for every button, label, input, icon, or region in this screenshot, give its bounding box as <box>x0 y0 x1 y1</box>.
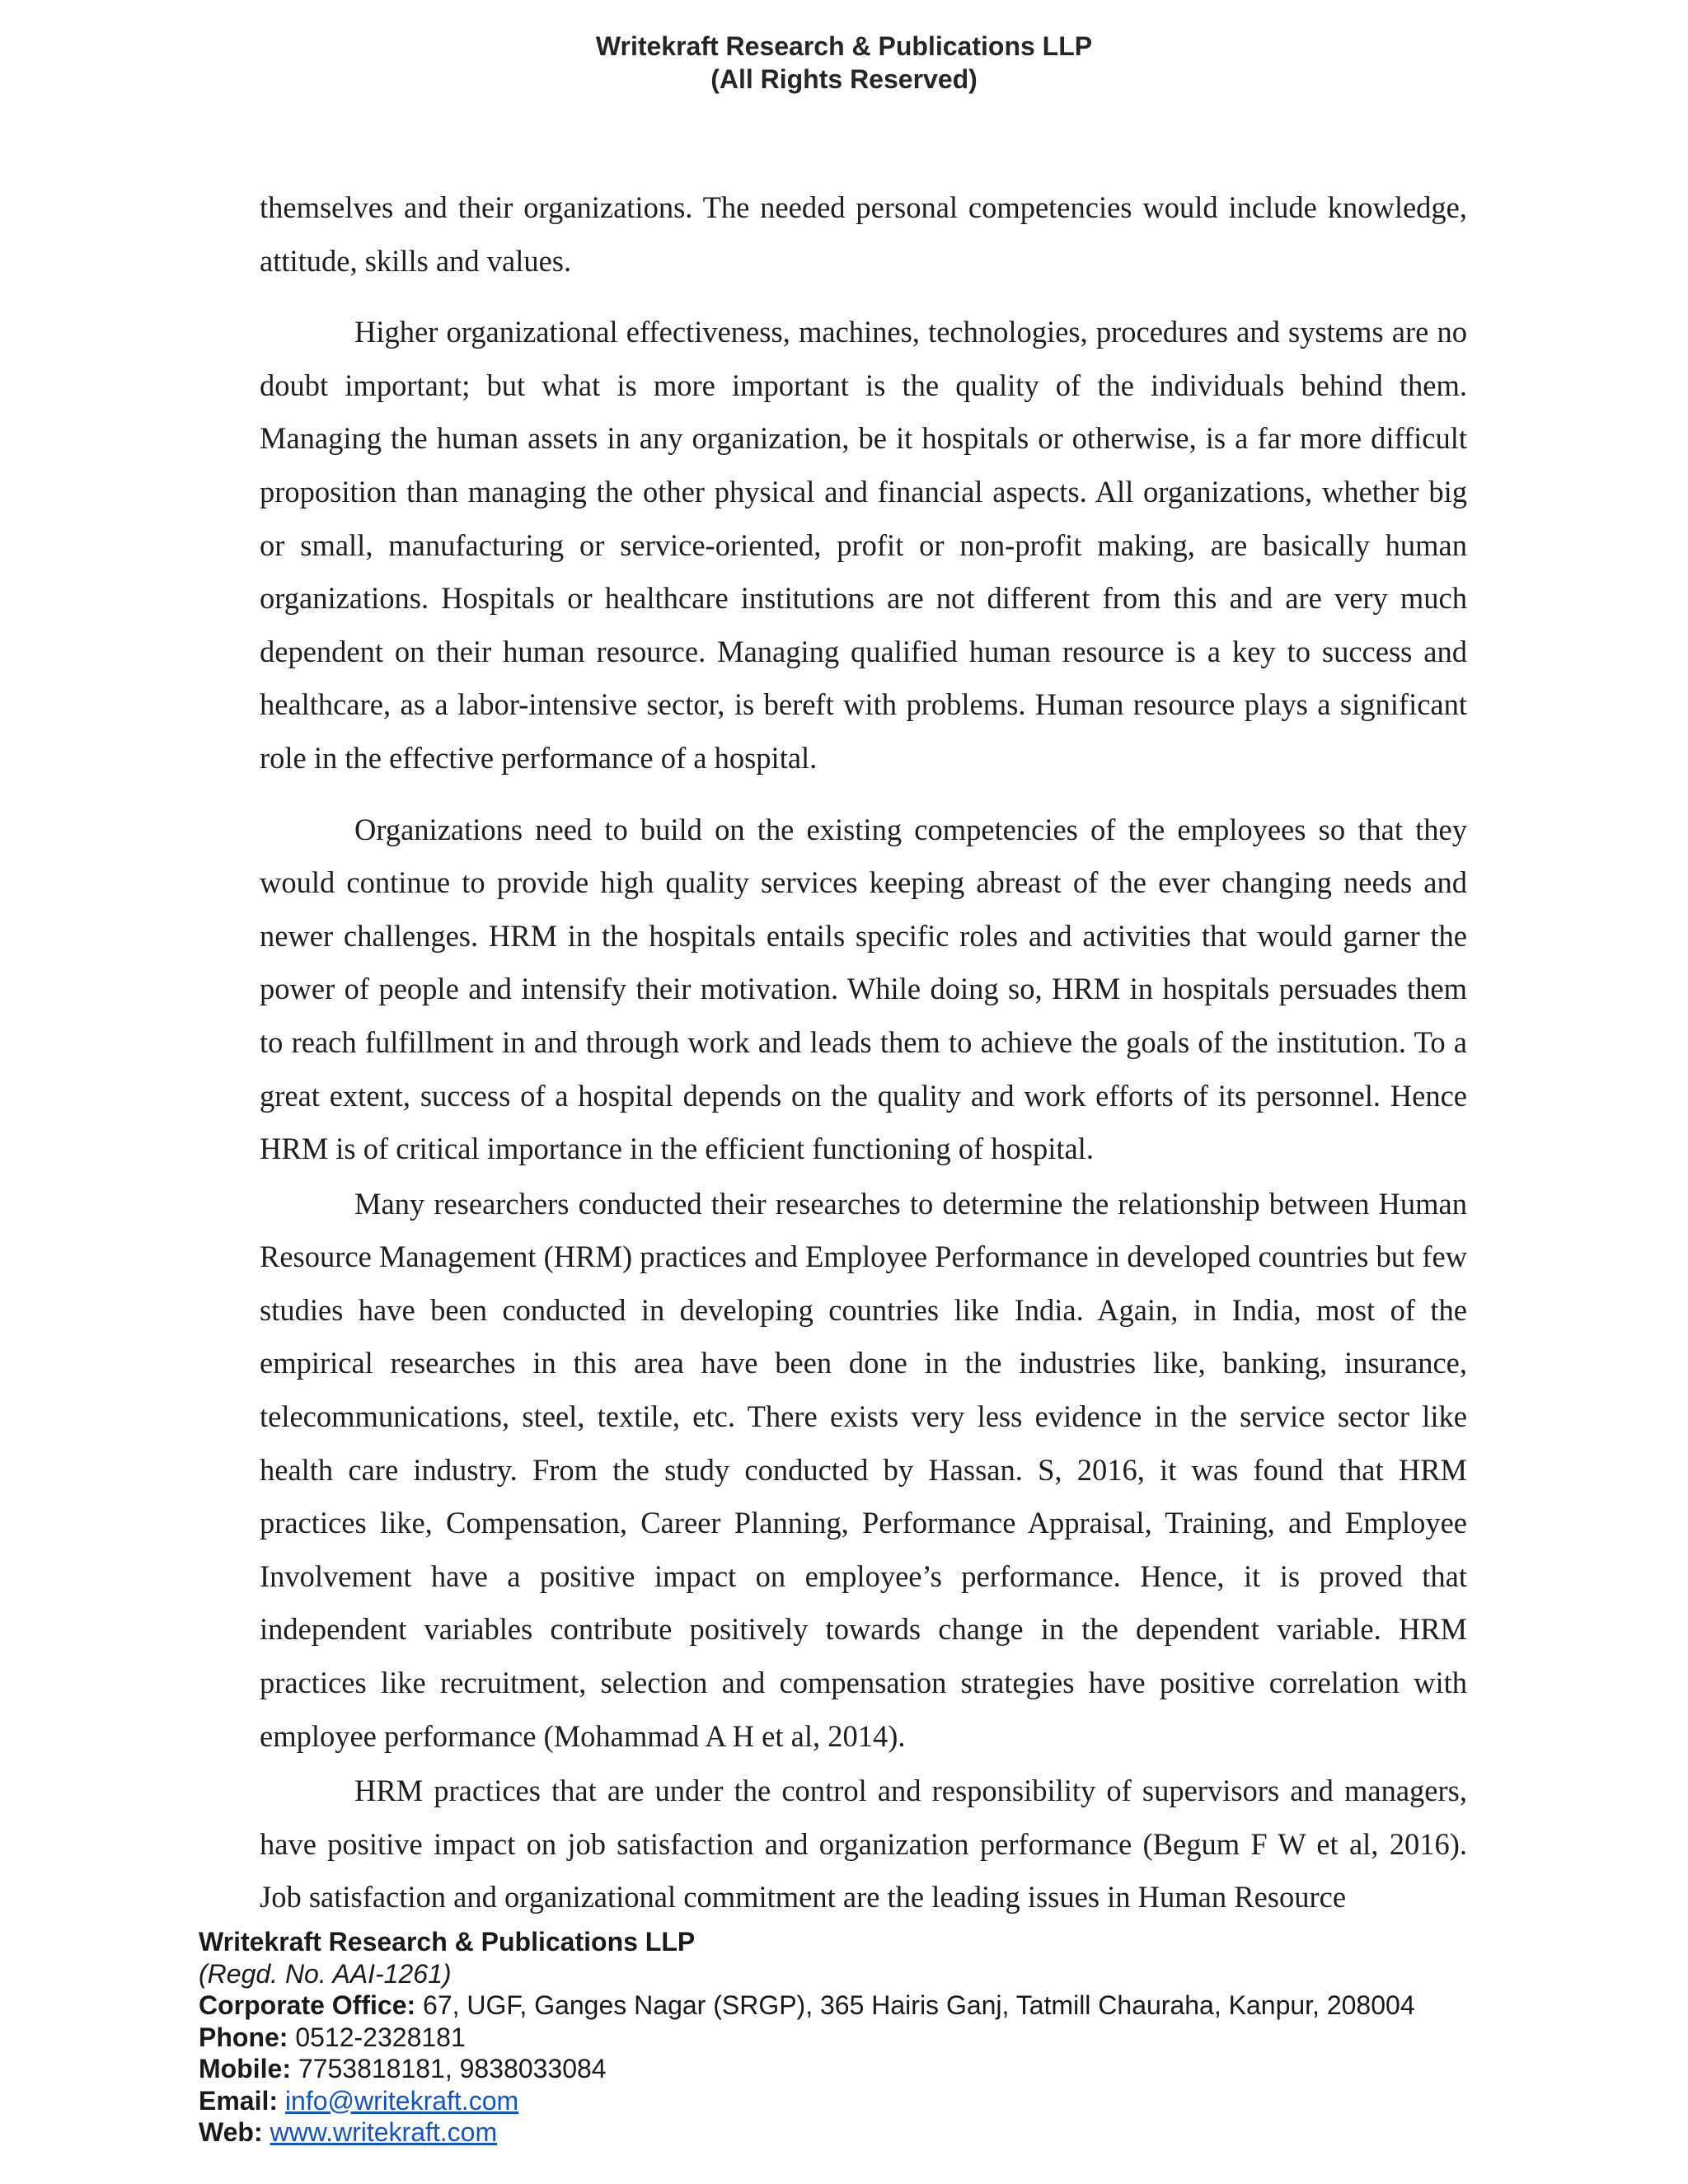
email-link[interactable]: info@writekraft.com <box>284 2085 519 2116</box>
paragraph-continuation: themselves and their organizations. The needed personal competencies would include knowledge, attitude, skills and values. <box>260 190 1467 278</box>
email-label: Email: <box>199 2085 279 2116</box>
header-rights-notice: (All Rights Reserved) <box>710 64 978 94</box>
phone-value: 0512-2328181 <box>288 2022 466 2052</box>
paragraph-building-competencies: Organizations need to build on the existing competencies of the employees so that they would continue to provide high quality services keeping abreast of the ever changing needs and newer challenges. HRM in the hospitals entails specific roles and activities that would garner the power of people and intensify their motivation. While doing so, HRM in hospitals persuades them to reach fulfillment in and through work and leads them to achieve the goals of the institution. To a great extent, success of a hospital depends on the quality and work efforts of its personnel. Hence HRM is of critical importance in the efficient functioning of hospital. <box>260 812 1467 1166</box>
paragraph-hrm-research: Many researchers conducted their researches to determine the relationship between Human Resource Management (HRM) practices and Employee Performance in developed countries but few studies have been conducted in developing countries like India. Again, in India, most of the empirical researches in this area have been done in the industries like, banking, insurance, telecommunications, steel, textile, etc. There exists very less evidence in the service sector like health care industry. From the study conducted by Hassan. S, 2016, it was found that HRM practices like, Compensation, Career Planning, Performance Appraisal, Training, and Employee Involvement have a positive impact on employee’s performance. Hence, it is proved that independent variables contribute positively towards change in the dependent variable. HRM practices like recruitment, selection and compensation strategies have positive correlation with employee performance (Mohammad A H et al, 2014). <box>260 1186 1467 1753</box>
mobile-label: Mobile: <box>199 2054 291 2083</box>
office-value: 67, UGF, Ganges Nagar (SRGP), 365 Hairis Ganj, Tatmill Chauraha, Kanpur, 208004 <box>415 1990 1415 2020</box>
header-publisher-name: Writekraft Research & Publications LLP <box>595 31 1093 61</box>
web-label: Web: <box>199 2117 263 2147</box>
paragraph-hrm-practices: HRM practices that are under the control and responsibility of supervisors and managers, have positive impact on job satisfaction and organization performance (Begum F W et al, 2016). Job satisfaction and organizational commitment are the leading issues in Human Resource <box>260 1774 1467 1915</box>
paragraph-organizational-effectiveness: Higher organizational effectiveness, machines, technologies, procedures and systems are no doubt important; but what is more important is the quality of the individuals behind them. Managing the human assets in any organization, be it hospitals or otherwise, is a far more difficult proposition than managing the other physical and financial aspects. All organizations, whether big or small, manufacturing or service-oriented, profit or non-profit making, are basically human organizations. Hospitals or healthcare institutions are not different from this and are very much dependent on their human resource. Managing qualified human resource is a key to success and healthcare, as a labor-intensive sector, is bereft with problems. Human resource plays a significant role in the effective performance of a hospital. <box>260 315 1467 775</box>
phone-label: Phone: <box>199 2022 288 2052</box>
document-body <box>260 181 1467 1943</box>
footer-registration-number: (Regd. No. AAI-1261) <box>199 1958 452 1989</box>
footer-org-name: Writekraft Research & Publications LLP <box>199 1927 696 1957</box>
web-link[interactable]: www.writekraft.com <box>270 2117 498 2147</box>
footer-phone <box>199 2022 1600 2054</box>
mobile-value: 7753818181, 9838033084 <box>290 2054 607 2083</box>
page-footer <box>199 1926 1600 2149</box>
footer-web <box>199 2116 1600 2149</box>
footer-office-address <box>199 1990 1600 2022</box>
office-label: Corporate Office: <box>199 1990 416 2020</box>
footer-mobile <box>199 2053 1600 2085</box>
footer-email <box>199 2085 1600 2117</box>
page-header <box>0 30 1688 96</box>
